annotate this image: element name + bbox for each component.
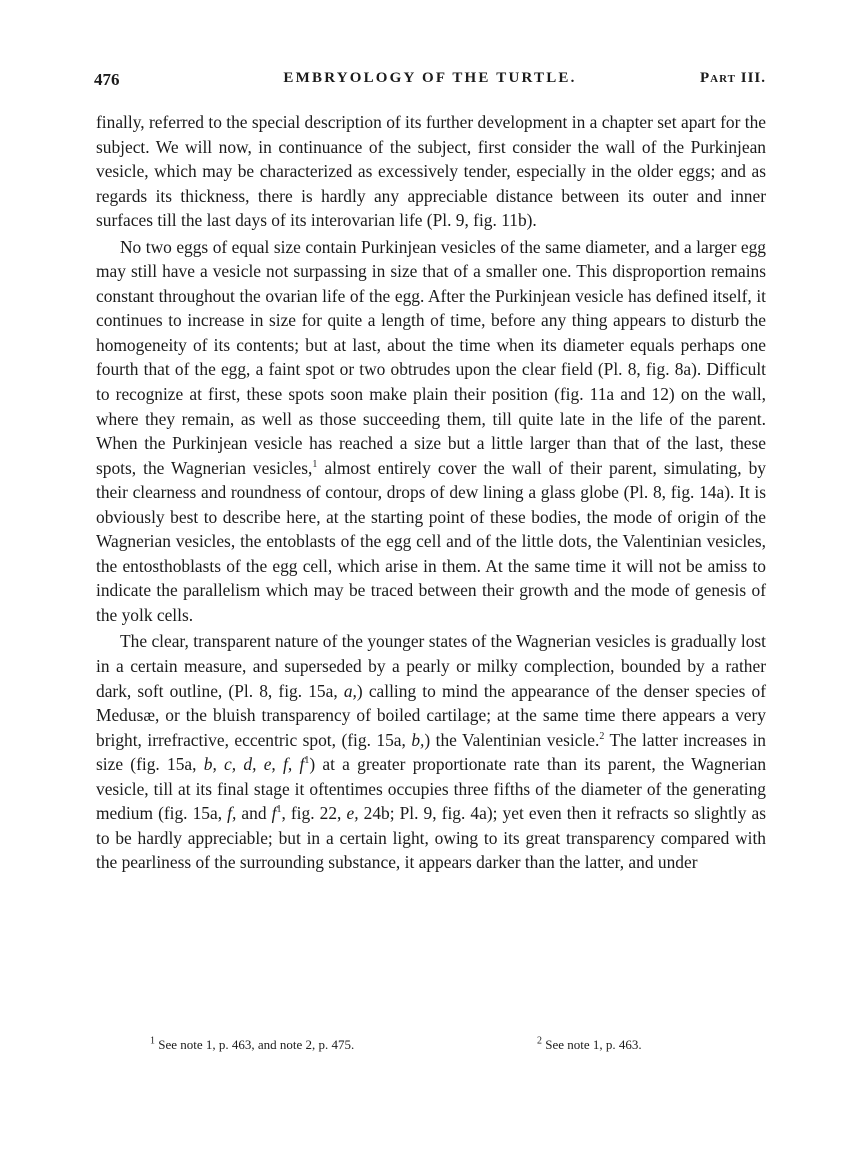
footnote-2	[537, 1037, 642, 1053]
part-label: Part III.	[699, 70, 766, 86]
italic-run: b,	[411, 729, 425, 750]
paragraph	[96, 110, 766, 233]
text-run: The clear, transparent nature of the younger states of the Wagnerian vesicles is gradually lost in a certain measure, and superseded by a pearly or milky complection, bounded by a rather dark, soft outline, (Pl. 8, fig. 15a,	[96, 631, 766, 701]
superscript: 1	[312, 458, 318, 470]
footnote-1-text: See note 1, p. 463, and note 2, p. 475.	[158, 1037, 355, 1052]
text-run: ) at a greater proportionate rate than its parent, the Wagnerian vesicle, till at its final stage it oftentimes occupies three fifths of the diameter of the generating medium (fig. 15a,	[96, 754, 767, 824]
italic-run: f,	[227, 803, 237, 824]
text-run: The latter increases in size (fig. 15a,	[96, 729, 766, 775]
text-run: finally, referred to the special description of its further development in a chapter set apart for the subject. We will now, in continuance of the subject, first consider the wall of the Purkinjean vesicle, which may be characterized as excessively tender, especially in the older eggs; and as regards its thickness, there is hardly any appreciable distance between its outer and inner surfaces till the last days of its interovarian life (Pl. 9, fig. 11b).	[96, 112, 766, 231]
text-run: almost entirely cover the wall of their parent, simulating, by their clearness and roundness of contour, drops of dew lining a glass globe (Pl. 8, fig. 14a). It is obviously best to describe here, at the starting point of these bodies, the mode of origin of the Wagnerian vesicles, the entoblasts of the egg cell and of the little dots, the Valentinian vesicles, the entosthoblasts of the egg cell, which arise in them. At the same time it will not be amiss to indicate the parallelism which may be traced between their growth and the mode of genesis of the yolk cells.	[96, 457, 766, 625]
text-run: 24b; Pl. 9, fig. 4a); yet even then it refracts so slightly as to be hardly appreciable; but in a certain light, owing to its great transparency compared with the pearliness of the surrounding substance, it appears darker than the latter, and under	[96, 803, 767, 873]
body-text	[96, 110, 766, 877]
text-run: , fig. 22,	[281, 803, 347, 824]
italic-run: e,	[346, 803, 359, 824]
italic-run: f	[271, 803, 277, 824]
running-header	[94, 70, 766, 94]
text-run: No two eggs of equal size contain Purkinjean vesicles of the same diameter, and a larger egg may still have a vesicle not surpassing in size that of a smaller one. This disproportion remains constant throughout the ovarian life of the egg. After the Purkinjean vesicle has defined itself, it continues to increase in size for quite a length of time, before any thing appears to disturb the homogeneity of its contents; but at last, about the time when its diameter equals perhaps one fourth that of the egg, a faint spot or two obtrudes upon the clear field (Pl. 8, fig. 8a). Difficult to recognize at first, these spots soon make plain their position (fig. 11a and 12) on the wall, where they remain, as well as those succeeding them, till quite late in the life of the parent. When the Purkinjean vesicle has reached a size but a little larger than that of the last, these spots, the Wagnerian vesicles,	[96, 236, 766, 478]
text-run: and	[236, 803, 272, 824]
footnote-1-mark: 1	[150, 1035, 155, 1047]
superscript: 2	[599, 730, 605, 742]
italic-run: a,	[343, 680, 357, 701]
italic-run: b, c, d, e, f, f	[203, 754, 305, 775]
paragraph	[96, 629, 766, 874]
text-run: ) the Valentinian vesicle.	[424, 729, 600, 750]
footnote-1	[150, 1037, 354, 1053]
footnotes	[150, 1037, 710, 1057]
page-number: 476	[94, 70, 120, 89]
running-title: EMBRYOLOGY OF THE TURTLE.	[283, 70, 577, 86]
text-run: ) calling to mind the appearance of the denser species of Medusæ, or the bluish transparency of boiled cartilage; at the same time there appears a very bright, irrefractive, eccentric spot, (fig. 15a,	[96, 680, 766, 750]
superscript: 1	[276, 804, 282, 816]
footnote-2-text: See note 1, p. 463.	[545, 1037, 642, 1052]
superscript: 1	[304, 755, 310, 767]
footnote-2-mark: 2	[537, 1035, 542, 1047]
paragraph	[96, 235, 766, 628]
